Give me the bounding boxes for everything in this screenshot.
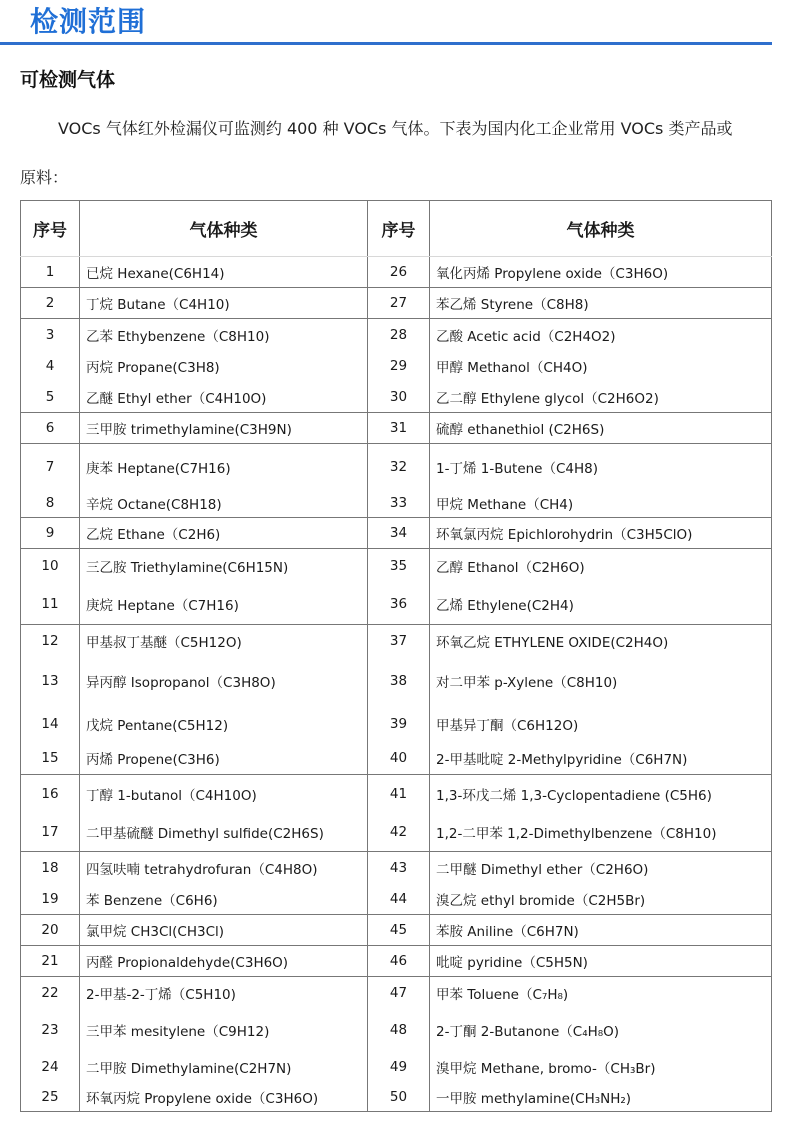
gas-name-right: 苯乙烯 Styrene（C8H8) <box>430 288 772 319</box>
row-number-right: 29 <box>368 351 430 382</box>
gas-name-left: 甲基叔丁基醚（C5H12O) <box>80 625 368 658</box>
gas-name-left: 乙苯 Ethybenzene（C8H10) <box>80 319 368 351</box>
gas-name-left: 2-甲基-2-丁烯（C5H10) <box>80 977 368 1009</box>
header-num-left: 序号 <box>21 201 80 257</box>
table-row <box>21 351 772 382</box>
gas-name-left: 二甲基硫醚 Dimethyl sulfide(C2H6S) <box>80 813 368 852</box>
gas-name-left: 丙醛 Propionaldehyde(C3H6O) <box>80 946 368 977</box>
gas-name-right: 甲苯 Toluene（C₇H₈) <box>430 977 772 1009</box>
gas-name-left: 异丙醇 Isopropanol（C3H8O) <box>80 658 368 705</box>
gas-name-right: 环氧乙烷 ETHYLENE OXIDE(C2H4O) <box>430 625 772 658</box>
gas-name-left: 丙烯 Propene(C3H6) <box>80 743 368 775</box>
gas-name-right: 苯胺 Aniline（C6H7N) <box>430 915 772 946</box>
gas-name-right: 乙醇 Ethanol（C2H6O) <box>430 549 772 584</box>
row-number-left: 3 <box>21 319 80 351</box>
gas-name-left: 三甲苯 mesitylene（C9H12) <box>80 1009 368 1051</box>
table-row <box>21 490 772 518</box>
header-gas-right: 气体种类 <box>430 201 772 257</box>
row-number-right: 41 <box>368 775 430 813</box>
table-row <box>21 1009 772 1051</box>
row-number-left: 14 <box>21 705 80 743</box>
row-number-left: 9 <box>21 518 80 549</box>
table-row <box>21 658 772 705</box>
header-num-right: 序号 <box>368 201 430 257</box>
gas-name-left: 三乙胺 Triethylamine(C6H15N) <box>80 549 368 584</box>
row-number-right: 34 <box>368 518 430 549</box>
row-number-right: 31 <box>368 413 430 444</box>
row-number-left: 22 <box>21 977 80 1009</box>
table-row <box>21 625 772 658</box>
row-number-right: 46 <box>368 946 430 977</box>
gas-name-left: 戊烷 Pentane(C5H12) <box>80 705 368 743</box>
section-header <box>0 0 800 46</box>
table-row <box>21 319 772 351</box>
gas-name-right: 溴甲烷 Methane, bromo-（CH₃Br) <box>430 1051 772 1083</box>
subsection-title: 可检测气体 <box>20 69 116 91</box>
gas-name-right: 吡啶 pyridine（C5H5N) <box>430 946 772 977</box>
gas-table <box>20 200 772 1112</box>
row-number-left: 17 <box>21 813 80 852</box>
table-header-row <box>21 201 772 257</box>
table-row <box>21 584 772 625</box>
gas-name-left: 环氧丙烷 Propylene oxide（C3H6O) <box>80 1083 368 1112</box>
row-number-right: 28 <box>368 319 430 351</box>
table-row <box>21 257 772 288</box>
gas-name-left: 庚苯 Heptane(C7H16) <box>80 444 368 490</box>
header-gas-left: 气体种类 <box>80 201 368 257</box>
row-number-left: 20 <box>21 915 80 946</box>
row-number-right: 27 <box>368 288 430 319</box>
gas-name-right: 乙二醇 Ethylene glycol（C2H6O2) <box>430 382 772 413</box>
row-number-left: 16 <box>21 775 80 813</box>
gas-name-right: 溴乙烷 ethyl bromide（C2H5Br) <box>430 884 772 915</box>
gas-name-right: 乙酸 Acetic acid（C2H4O2) <box>430 319 772 351</box>
intro-paragraph-line2: 原料： <box>20 168 69 187</box>
table-row <box>21 852 772 884</box>
row-number-left: 19 <box>21 884 80 915</box>
table-row <box>21 518 772 549</box>
row-number-right: 30 <box>368 382 430 413</box>
gas-name-right: 1-丁烯 1-Butene（C4H8) <box>430 444 772 490</box>
gas-name-left: 三甲胺 trimethylamine(C3H9N) <box>80 413 368 444</box>
table-row <box>21 549 772 584</box>
table-row <box>21 946 772 977</box>
row-number-right: 39 <box>368 705 430 743</box>
gas-name-right: 一甲胺 methylamine(CH₃NH₂) <box>430 1083 772 1112</box>
gas-name-right: 1,3-环戊二烯 1,3-Cyclopentadiene (C5H6) <box>430 775 772 813</box>
gas-name-right: 甲烷 Methane（CH4) <box>430 490 772 518</box>
row-number-left: 6 <box>21 413 80 444</box>
table-body <box>21 257 772 1112</box>
gas-name-left: 氯甲烷 CH3Cl(CH3Cl) <box>80 915 368 946</box>
intro-paragraph-line1: VOCs 气体红外检漏仪可监测约 400 种 VOCs 气体。下表为国内化工企业常用 VOCs 类产品或 <box>58 119 733 138</box>
table-row <box>21 775 772 813</box>
row-number-right: 37 <box>368 625 430 658</box>
gas-name-right: 硫醇 ethanethiol (C2H6S) <box>430 413 772 444</box>
gas-name-left: 乙烷 Ethane（C2H6) <box>80 518 368 549</box>
row-number-right: 42 <box>368 813 430 852</box>
table-row <box>21 705 772 743</box>
table-row <box>21 884 772 915</box>
row-number-right: 26 <box>368 257 430 288</box>
row-number-right: 40 <box>368 743 430 775</box>
row-number-left: 11 <box>21 584 80 625</box>
row-number-left: 25 <box>21 1083 80 1112</box>
gas-name-right: 1,2-二甲苯 1,2-Dimethylbenzene（C8H10) <box>430 813 772 852</box>
table-row <box>21 413 772 444</box>
gas-table-container <box>20 200 771 1112</box>
row-number-left: 23 <box>21 1009 80 1051</box>
table-row <box>21 743 772 775</box>
row-number-left: 7 <box>21 444 80 490</box>
table-row <box>21 813 772 852</box>
gas-name-left: 四氢呋喃 tetrahydrofuran（C4H8O) <box>80 852 368 884</box>
gas-name-left: 已烷 Hexane(C6H14) <box>80 257 368 288</box>
row-number-right: 47 <box>368 977 430 1009</box>
row-number-left: 12 <box>21 625 80 658</box>
row-number-right: 49 <box>368 1051 430 1083</box>
row-number-left: 13 <box>21 658 80 705</box>
row-number-left: 5 <box>21 382 80 413</box>
row-number-left: 15 <box>21 743 80 775</box>
row-number-left: 21 <box>21 946 80 977</box>
row-number-left: 24 <box>21 1051 80 1083</box>
row-number-right: 36 <box>368 584 430 625</box>
table-row <box>21 977 772 1009</box>
row-number-right: 50 <box>368 1083 430 1112</box>
gas-name-right: 氧化丙烯 Propylene oxide（C3H6O) <box>430 257 772 288</box>
gas-name-right: 二甲醚 Dimethyl ether（C2H6O) <box>430 852 772 884</box>
row-number-right: 35 <box>368 549 430 584</box>
gas-name-left: 二甲胺 Dimethylamine(C2H7N) <box>80 1051 368 1083</box>
table-row <box>21 288 772 319</box>
row-number-right: 48 <box>368 1009 430 1051</box>
gas-name-right: 对二甲苯 p-Xylene（C8H10) <box>430 658 772 705</box>
table-row <box>21 1083 772 1112</box>
table-row <box>21 1051 772 1083</box>
gas-name-right: 2-丁酮 2-Butanone（C₄H₈O) <box>430 1009 772 1051</box>
row-number-left: 8 <box>21 490 80 518</box>
table-row <box>21 915 772 946</box>
table-row <box>21 444 772 490</box>
table-row <box>21 382 772 413</box>
row-number-right: 45 <box>368 915 430 946</box>
gas-name-left: 苯 Benzene（C6H6) <box>80 884 368 915</box>
row-number-right: 38 <box>368 658 430 705</box>
gas-name-left: 乙醚 Ethyl ether（C4H10O) <box>80 382 368 413</box>
gas-name-right: 甲醇 Methanol（CH4O) <box>430 351 772 382</box>
row-number-left: 10 <box>21 549 80 584</box>
gas-name-right: 环氧氯丙烷 Epichlorohydrin（C3H5ClO) <box>430 518 772 549</box>
gas-name-right: 2-甲基吡啶 2-Methylpyridine（C6H7N) <box>430 743 772 775</box>
gas-name-left: 丁醇 1-butanol（C4H10O) <box>80 775 368 813</box>
gas-name-right: 乙烯 Ethylene(C2H4) <box>430 584 772 625</box>
row-number-right: 32 <box>368 444 430 490</box>
gas-name-left: 庚烷 Heptane（C7H16) <box>80 584 368 625</box>
row-number-left: 1 <box>21 257 80 288</box>
row-number-left: 4 <box>21 351 80 382</box>
row-number-left: 2 <box>21 288 80 319</box>
row-number-left: 18 <box>21 852 80 884</box>
row-number-right: 43 <box>368 852 430 884</box>
gas-name-left: 辛烷 Octane(C8H18) <box>80 490 368 518</box>
row-number-right: 33 <box>368 490 430 518</box>
gas-name-left: 丙烷 Propane(C3H8) <box>80 351 368 382</box>
gas-name-left: 丁烷 Butane（C4H10) <box>80 288 368 319</box>
section-title: 检测范围 <box>30 5 147 38</box>
gas-name-right: 甲基异丁酮（C6H12O) <box>430 705 772 743</box>
row-number-right: 44 <box>368 884 430 915</box>
header-divider <box>0 42 772 45</box>
